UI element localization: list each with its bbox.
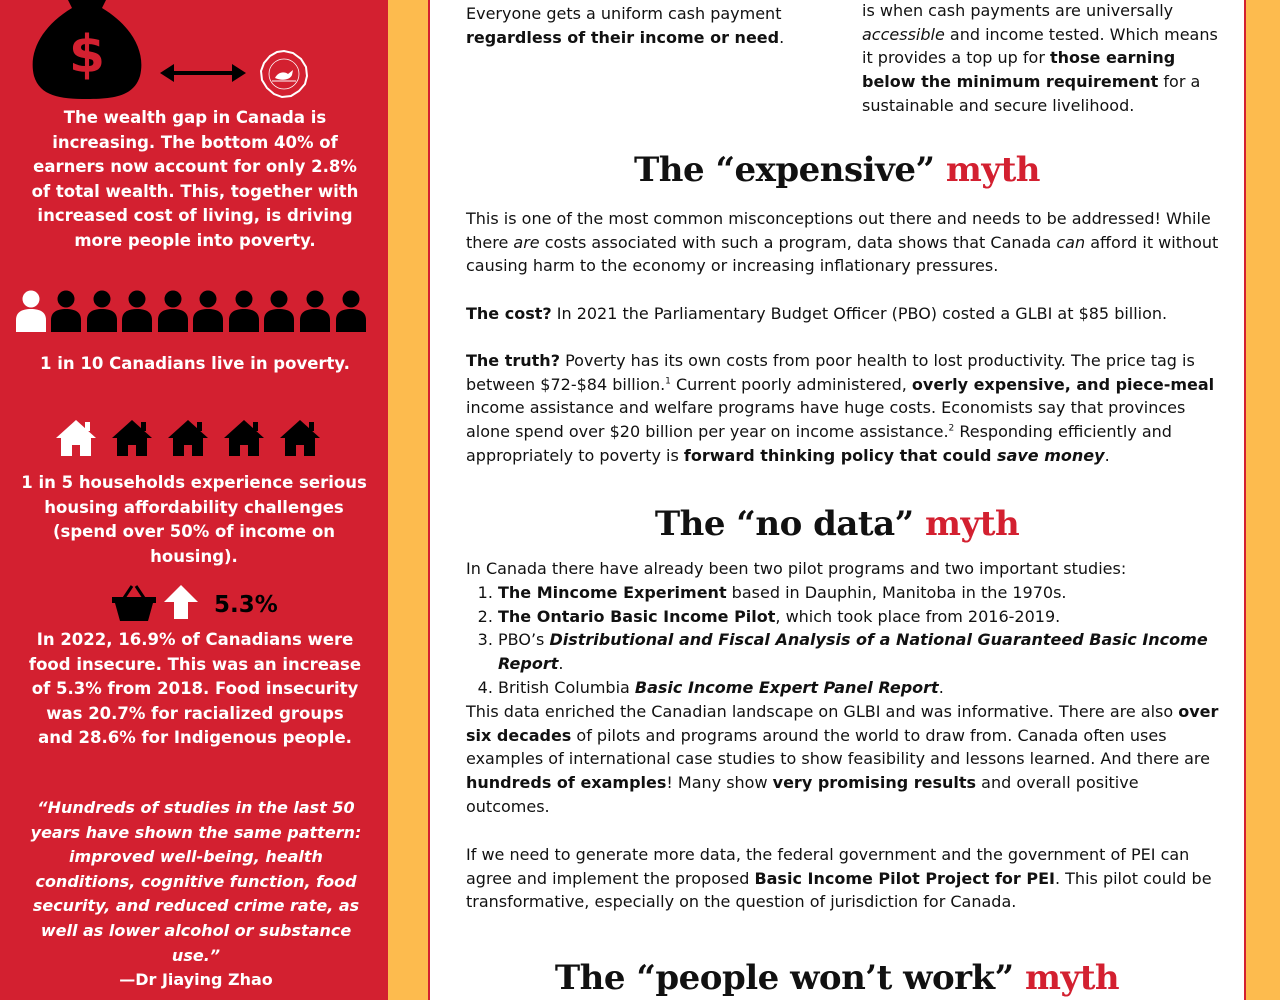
cost-paragraph: The cost? In 2021 the Parliamentary Budget Officer (PBO) costed a GLBI at $85 billion. [466,304,1168,323]
work-myth-heading: The “people won’t work” myth [554,958,1120,998]
person-icon [227,290,261,332]
person-icon [49,290,83,332]
person-icon [298,290,332,332]
person-icon [156,290,190,332]
quote-author: —Dr Jiaying Zhao [119,970,273,990]
zhao-quote [30,796,362,993]
house-icon [166,418,210,458]
list-item: 3. PBO’s Distributional and Fiscal Analysis of a National Guaranteed Basic Income Report. [498,628,1222,675]
studies-list [466,581,1222,700]
money-bag-icon [28,0,146,100]
up-arrow-icon [163,584,199,620]
data-enriched-paragraph: This data enriched the Canadian landscape on GLBI and was informative. There are also over six decades of pilots and programs around the world to draw from. Canada often uses examples of international case studies to show feasibility and lessons learned. And there are hundreds of examples! Many show very promising results and overall positive outcomes. [466,702,1219,816]
stats-sidebar [0,0,388,1000]
house-icon [222,418,266,458]
list-item: 2. The Ontario Basic Income Pilot, which took place from 2016-2019. [498,605,1222,629]
expensive-myth-heading: The “expensive” myth [633,150,1041,190]
person-icon-highlighted [14,290,48,332]
list-item: 1. The Mincome Experiment based in Dauphin, Manitoba in the 1970s. [498,581,1222,605]
list-item: 4. British Columbia Basic Income Expert Panel Report. [498,676,1222,700]
yellow-stripe-right [1246,0,1280,1000]
housing-text: 1 in 5 households experience serious housing affordability challenges (spend over 50% of income on housing). [21,473,367,566]
double-arrow-icon [160,62,246,84]
intro-left-text: Everyone gets a uniform cash payment regardless of their income or need. [466,4,785,47]
house-icon [278,418,322,458]
pei-pilot-paragraph: If we need to generate more data, the federal government and the government of PEI can agree and implement the proposed Basic Income Pilot Project for PEI. This pilot could be transformative, especially on the question of jurisdiction for Canada. [466,845,1212,912]
house-icon [110,418,154,458]
wealth-gap-text: The wealth gap in Canada is increasing. The bottom 40% of earners now account for only 2.8% of total wealth. This, together with increased cost of living, is driving more people into poverty. [31,108,359,250]
no-data-myth-heading: The “no data” myth [654,504,1020,544]
loonie-coin-icon [260,50,308,98]
expensive-intro-paragraph: This is one of the most common misconceptions out there and needs to be addressed! While there are costs associated with such a program, data shows that Canada can afford it without causing harm to the economy or increasing inflationary pressures. [466,209,1219,276]
yellow-stripe-left [388,0,428,1000]
quote-text: “Hundreds of studies in the last 50 years have shown the same pattern: improved well-being, health conditions, cognitive function, food security, and reduced crime rate, as well as lower alcohol or substance use.” [30,798,362,965]
person-icon [120,290,154,332]
intro-right-text: is when cash payments are universally accessible and income tested. Which means it provides a top up for those earning below the minimum requirement for a sustainable and secure livelihood. [862,1,1218,115]
house-icon-highlighted [54,418,98,458]
person-icon [262,290,296,332]
person-icon [334,290,368,332]
svg-text:$: $ [68,25,106,85]
shopping-basket-icon [112,584,156,622]
no-data-intro: In Canada there have already been two pilot programs and two important studies: [466,559,1127,578]
food-insecurity-text: In 2022, 16.9% of Canadians were food insecure. This was an increase of 5.3% from 2018. Food insecurity was 20.7% for racialized groups and 28.6% for Indigenous people. [28,630,362,747]
person-icon [191,290,225,332]
poverty-text: 1 in 10 Canadians live in poverty. [40,354,350,373]
truth-paragraph: The truth? Poverty has its own costs from poor health to lost productivity. The price tag is between $72-$84 billion.$^1$ Current poorly administered, overly expensive, and piece-meal income assistance and welfare programs have huge costs. Economists say that provinces alone spend over $20 billion per year on income assistance.$^2$ Responding efficiently and appropriately to poverty is forward thinking policy that could save money. [466,351,1215,465]
person-icon [85,290,119,332]
main-content [428,0,1246,1000]
food-increase-value: 5.3% [214,592,278,618]
